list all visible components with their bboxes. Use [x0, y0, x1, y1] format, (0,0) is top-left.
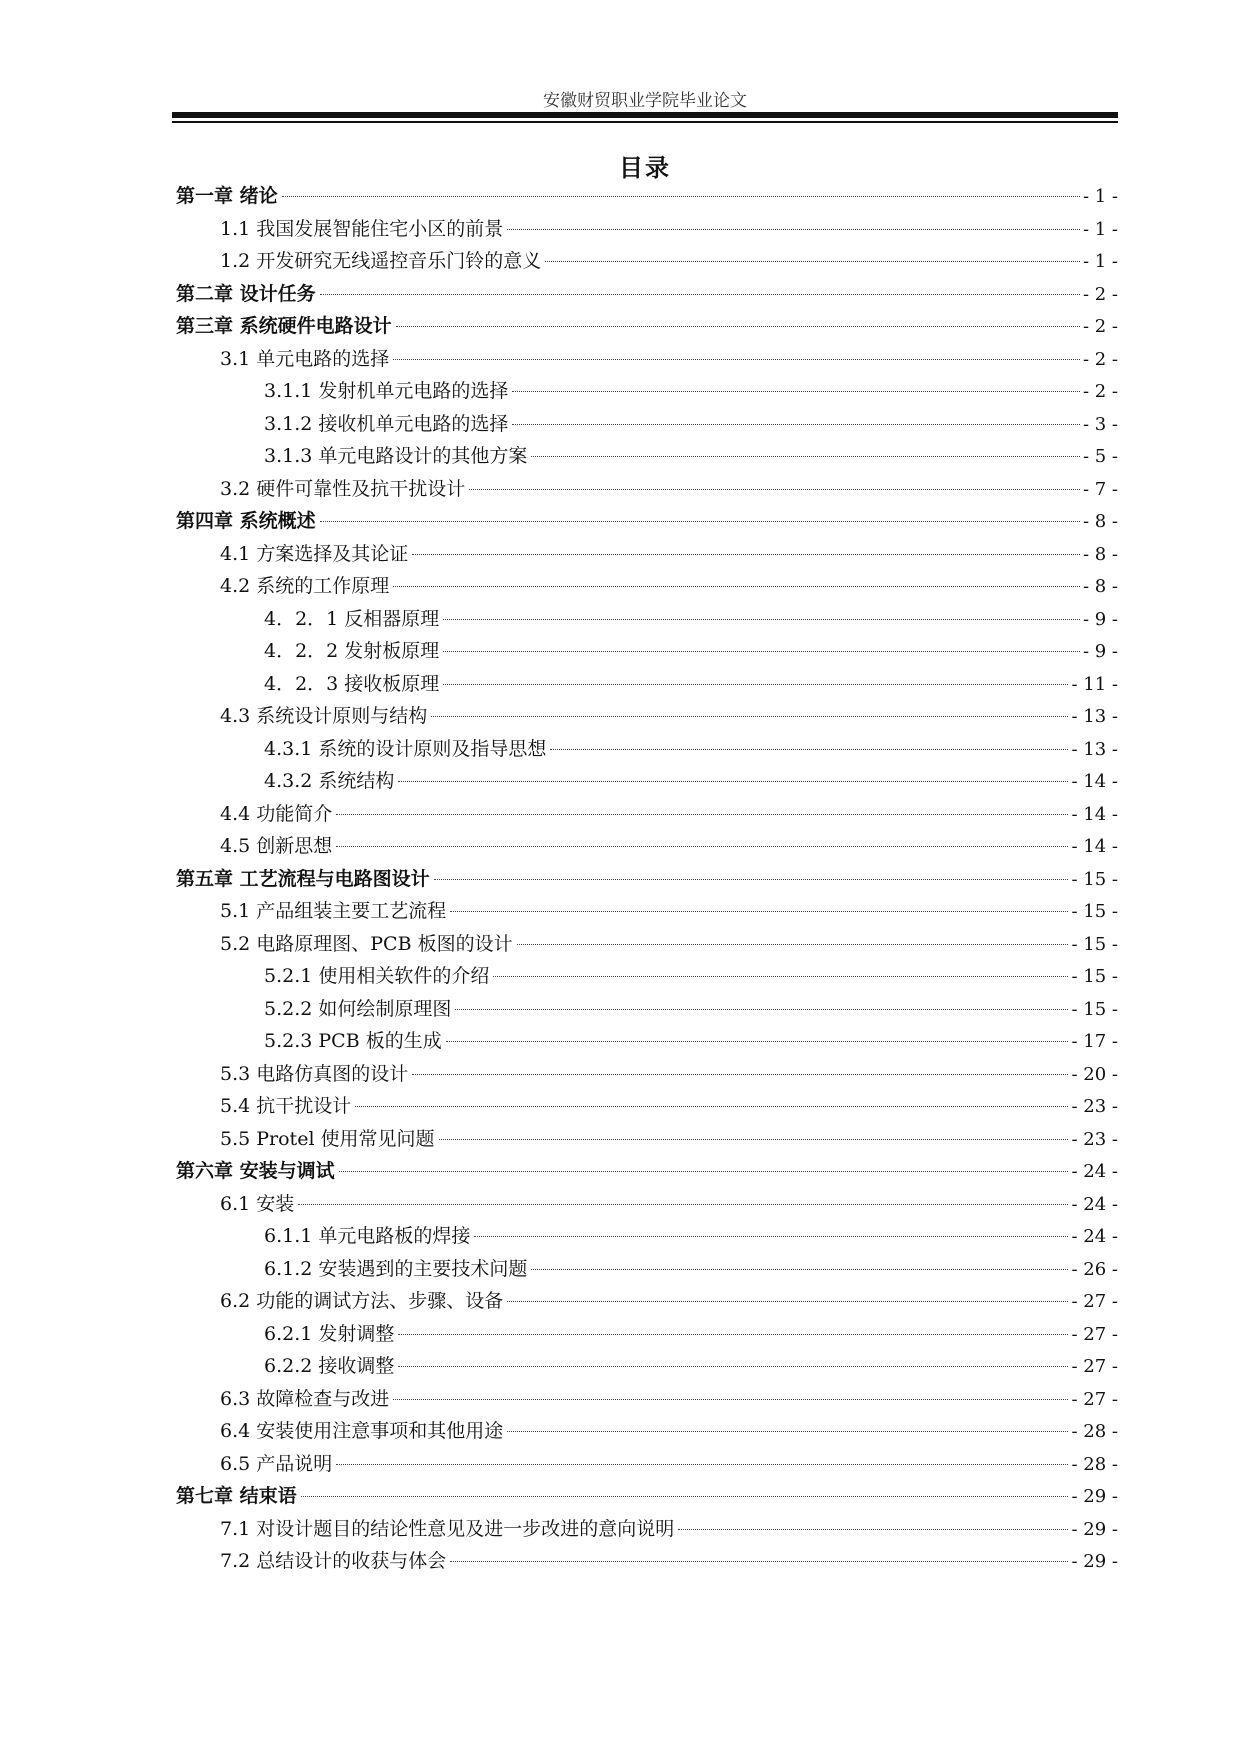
toc-entry-title: 7.1 对设计题目的结论性意见及进一步改进的意向说明 — [220, 1517, 675, 1540]
toc-entry-page-number: - 15 - — [1071, 933, 1118, 955]
toc-entry[interactable] — [176, 343, 1118, 376]
toc-entry[interactable] — [176, 1415, 1118, 1448]
toc-entry[interactable] — [176, 1253, 1118, 1286]
toc-entry-page-number: - 14 - — [1071, 771, 1118, 792]
toc-entry-title: 4.3 系统设计原则与结构 — [220, 705, 428, 727]
toc-entry[interactable] — [176, 440, 1118, 473]
dot-leader — [336, 1463, 1068, 1465]
toc-entry[interactable] — [176, 1058, 1118, 1091]
toc-entry[interactable] — [176, 570, 1118, 603]
table-of-contents — [176, 180, 1118, 1578]
toc-entry[interactable] — [176, 830, 1118, 863]
toc-entry-title: 6.1 安装 — [220, 1192, 295, 1215]
toc-entry[interactable] — [176, 1513, 1118, 1546]
toc-entry-title: 7.2 总结设计的收获与体会 — [220, 1550, 447, 1572]
dot-leader — [512, 423, 1080, 425]
toc-entry-page-number: - 9 - — [1082, 641, 1118, 662]
dot-leader — [550, 748, 1068, 750]
dot-leader — [531, 455, 1080, 457]
toc-entry-page-number: - 8 - — [1082, 576, 1118, 597]
toc-entry[interactable] — [176, 538, 1118, 571]
toc-entry-title: 1.2 开发研究无线遥控音乐门铃的意义 — [220, 250, 542, 272]
toc-entry[interactable] — [176, 668, 1118, 701]
toc-entry-page-number: - 3 - — [1082, 413, 1118, 435]
dot-leader — [455, 1008, 1068, 1010]
toc-entry[interactable] — [176, 1545, 1118, 1578]
toc-entry-page-number: - 1 - — [1082, 186, 1118, 207]
toc-entry[interactable] — [176, 733, 1118, 766]
toc-entry-title: 4．2．1 反相器原理 — [264, 607, 440, 630]
toc-entry-title: 第五章 工艺流程与电路图设计 — [176, 867, 430, 890]
toc-entry-title: 3.1.1 发射机单元电路的选择 — [264, 380, 509, 402]
toc-entry-page-number: - 13 - — [1071, 706, 1118, 727]
toc-entry-title: 第二章 设计任务 — [176, 282, 316, 305]
toc-entry-page-number: - 14 - — [1071, 836, 1118, 857]
header-rule-thin — [172, 121, 1118, 123]
toc-entry-title: 6.2.1 发射调整 — [264, 1322, 395, 1345]
toc-entry[interactable] — [176, 310, 1118, 343]
toc-entry-page-number: - 13 - — [1071, 738, 1118, 760]
toc-entry[interactable] — [176, 1318, 1118, 1351]
dot-leader — [320, 520, 1080, 522]
toc-entry-title: 第七章 结束语 — [176, 1485, 297, 1507]
dot-leader — [443, 683, 1068, 685]
toc-entry-page-number: - 27 - — [1071, 1291, 1118, 1312]
toc-entry[interactable] — [176, 1480, 1118, 1513]
toc-entry-page-number: - 29 - — [1071, 1486, 1118, 1507]
toc-entry-page-number: - 26 - — [1071, 1258, 1118, 1280]
dot-leader — [336, 845, 1068, 847]
toc-entry-page-number: - 23 - — [1071, 1128, 1118, 1150]
toc-entry-page-number: - 7 - — [1082, 478, 1118, 500]
dot-leader — [450, 1560, 1068, 1562]
toc-entry-page-number: - 27 - — [1071, 1323, 1118, 1345]
dot-leader — [443, 618, 1080, 620]
toc-entry-title: 5.4 抗干扰设计 — [220, 1095, 352, 1117]
toc-entry-title: 6.2 功能的调试方法、步骤、设备 — [220, 1290, 504, 1312]
toc-entry-page-number: - 29 - — [1071, 1551, 1118, 1572]
toc-entry-page-number: - 27 - — [1071, 1388, 1118, 1410]
dot-leader — [320, 293, 1080, 295]
toc-entry-title: 6.5 产品说明 — [220, 1452, 333, 1475]
toc-entry-title: 1.1 我国发展智能住宅小区的前景 — [220, 217, 504, 240]
toc-entry-title: 5.5 Protel 使用常见问题 — [220, 1127, 435, 1150]
toc-entry-page-number: - 14 - — [1071, 803, 1118, 825]
toc-entry[interactable] — [176, 1025, 1118, 1058]
toc-entry[interactable] — [176, 700, 1118, 733]
toc-entry-page-number: - 24 - — [1071, 1226, 1118, 1247]
toc-entry-title: 第一章 绪论 — [176, 185, 278, 207]
toc-entry[interactable] — [176, 1188, 1118, 1221]
toc-entry[interactable] — [176, 1383, 1118, 1416]
dot-leader — [678, 1528, 1068, 1530]
toc-entry[interactable] — [176, 213, 1118, 246]
toc-entry-title: 5.2.1 使用相关软件的介绍 — [264, 965, 490, 987]
dot-leader — [412, 553, 1080, 555]
toc-entry-page-number: - 8 - — [1082, 511, 1118, 532]
toc-entry-title: 3.1 单元电路的选择 — [220, 347, 390, 370]
dot-leader — [355, 1105, 1068, 1107]
toc-entry[interactable] — [176, 408, 1118, 441]
dot-leader — [507, 1300, 1068, 1302]
toc-entry-title: 第三章 系统硬件电路设计 — [176, 315, 392, 337]
toc-entry-title: 4．2．2 发射板原理 — [264, 640, 440, 662]
dot-leader — [531, 1268, 1068, 1270]
toc-entry-title: 4.5 创新思想 — [220, 835, 333, 857]
toc-entry-page-number: - 9 - — [1082, 608, 1118, 630]
toc-entry-page-number: - 8 - — [1082, 543, 1118, 565]
toc-entry-title: 6.4 安装使用注意事项和其他用途 — [220, 1420, 504, 1442]
toc-entry[interactable] — [176, 1090, 1118, 1123]
toc-entry[interactable] — [176, 375, 1118, 408]
toc-entry-title: 5.2 电路原理图、PCB 板图的设计 — [220, 932, 513, 955]
toc-entry[interactable] — [176, 245, 1118, 278]
header-rule-thick — [172, 112, 1118, 118]
toc-entry-title: 3.2 硬件可靠性及抗干扰设计 — [220, 477, 466, 500]
dot-leader — [282, 195, 1080, 197]
toc-entry-title: 4．2．3 接收板原理 — [264, 672, 440, 695]
toc-entry[interactable] — [176, 180, 1118, 213]
dot-leader — [446, 1040, 1069, 1042]
toc-entry-page-number: - 1 - — [1082, 251, 1118, 272]
toc-entry-title: 6.1.2 安装遇到的主要技术问题 — [264, 1257, 528, 1280]
toc-entry[interactable] — [176, 1448, 1118, 1481]
dot-leader — [336, 813, 1068, 815]
toc-entry-page-number: - 11 - — [1071, 673, 1118, 695]
dot-leader — [412, 1073, 1068, 1075]
toc-entry-page-number: - 28 - — [1071, 1453, 1118, 1475]
toc-entry-title: 3.1.3 单元电路设计的其他方案 — [264, 445, 528, 467]
toc-entry-page-number: - 24 - — [1071, 1161, 1118, 1182]
toc-entry-page-number: - 1 - — [1082, 218, 1118, 240]
toc-entry-page-number: - 5 - — [1082, 446, 1118, 467]
dot-leader — [517, 943, 1069, 945]
dot-leader — [507, 1430, 1068, 1432]
toc-entry[interactable] — [176, 1285, 1118, 1318]
toc-entry-title: 3.1.2 接收机单元电路的选择 — [264, 412, 509, 435]
toc-entry-title: 第六章 安装与调试 — [176, 1160, 335, 1182]
toc-entry[interactable] — [176, 603, 1118, 636]
toc-entry-page-number: - 15 - — [1071, 901, 1118, 922]
dot-leader — [450, 910, 1068, 912]
toc-entry[interactable] — [176, 765, 1118, 798]
toc-entry-title: 5.2.2 如何绘制原理图 — [264, 997, 452, 1020]
toc-entry-title: 5.2.3 PCB 板的生成 — [264, 1030, 442, 1052]
dot-leader — [431, 715, 1068, 717]
dot-leader — [396, 325, 1080, 327]
toc-entry-title: 4.3.1 系统的设计原则及指导思想 — [264, 737, 547, 760]
toc-entry[interactable] — [176, 1155, 1118, 1188]
dot-leader — [393, 1398, 1068, 1400]
toc-entry[interactable] — [176, 960, 1118, 993]
toc-entry[interactable] — [176, 473, 1118, 506]
toc-entry[interactable] — [176, 1123, 1118, 1156]
dot-leader — [443, 650, 1080, 652]
dot-leader — [439, 1138, 1069, 1140]
toc-entry[interactable] — [176, 1350, 1118, 1383]
toc-entry-page-number: - 2 - — [1082, 283, 1118, 305]
toc-entry-title: 4.2 系统的工作原理 — [220, 575, 390, 597]
toc-entry-page-number: - 24 - — [1071, 1193, 1118, 1215]
toc-entry-page-number: - 20 - — [1071, 1063, 1118, 1085]
toc-entry[interactable] — [176, 505, 1118, 538]
dot-leader — [545, 260, 1080, 262]
dot-leader — [512, 390, 1080, 392]
dot-leader — [398, 780, 1068, 782]
dot-leader — [393, 358, 1080, 360]
toc-entry-title: 4.1 方案选择及其论证 — [220, 542, 409, 565]
toc-entry-title: 5.1 产品组装主要工艺流程 — [220, 900, 447, 922]
toc-entry[interactable] — [176, 895, 1118, 928]
toc-entry[interactable] — [176, 993, 1118, 1026]
toc-entry-page-number: - 15 - — [1071, 868, 1118, 890]
toc-entry-page-number: - 28 - — [1071, 1421, 1118, 1442]
dot-leader — [507, 228, 1080, 230]
toc-entry-title: 第四章 系统概述 — [176, 510, 316, 532]
toc-entry[interactable] — [176, 278, 1118, 311]
dot-leader — [434, 878, 1069, 880]
dot-leader — [393, 585, 1080, 587]
page-header: 安徽财贸职业学院毕业论文 — [543, 91, 747, 111]
toc-entry-page-number: - 23 - — [1071, 1096, 1118, 1117]
toc-entry-page-number: - 27 - — [1071, 1356, 1118, 1377]
dot-leader — [339, 1170, 1069, 1172]
toc-entry[interactable] — [176, 1220, 1118, 1253]
toc-entry-title: 5.3 电路仿真图的设计 — [220, 1062, 409, 1085]
dot-leader — [301, 1495, 1069, 1497]
toc-entry[interactable] — [176, 928, 1118, 961]
dot-leader — [493, 975, 1068, 977]
toc-entry[interactable] — [176, 863, 1118, 896]
dot-leader — [469, 488, 1080, 490]
toc-entry-title: 6.1.1 单元电路板的焊接 — [264, 1225, 471, 1247]
toc-entry-page-number: - 15 - — [1071, 998, 1118, 1020]
dot-leader — [474, 1235, 1068, 1237]
toc-entry-page-number: - 2 - — [1082, 348, 1118, 370]
toc-entry-title: 4.4 功能简介 — [220, 802, 333, 825]
toc-entry-page-number: - 2 - — [1082, 316, 1118, 337]
toc-entry-page-number: - 2 - — [1082, 381, 1118, 402]
dot-leader — [398, 1333, 1068, 1335]
toc-title: 目录 — [619, 154, 671, 182]
toc-entry-page-number: - 29 - — [1071, 1518, 1118, 1540]
toc-entry-title: 6.2.2 接收调整 — [264, 1355, 395, 1377]
toc-entry-title: 6.3 故障检查与改进 — [220, 1387, 390, 1410]
toc-entry[interactable] — [176, 635, 1118, 668]
toc-entry-page-number: - 17 - — [1071, 1031, 1118, 1052]
dot-leader — [298, 1203, 1068, 1205]
toc-entry-page-number: - 15 - — [1071, 966, 1118, 987]
dot-leader — [398, 1365, 1068, 1367]
toc-entry-title: 4.3.2 系统结构 — [264, 770, 395, 792]
toc-entry[interactable] — [176, 798, 1118, 831]
